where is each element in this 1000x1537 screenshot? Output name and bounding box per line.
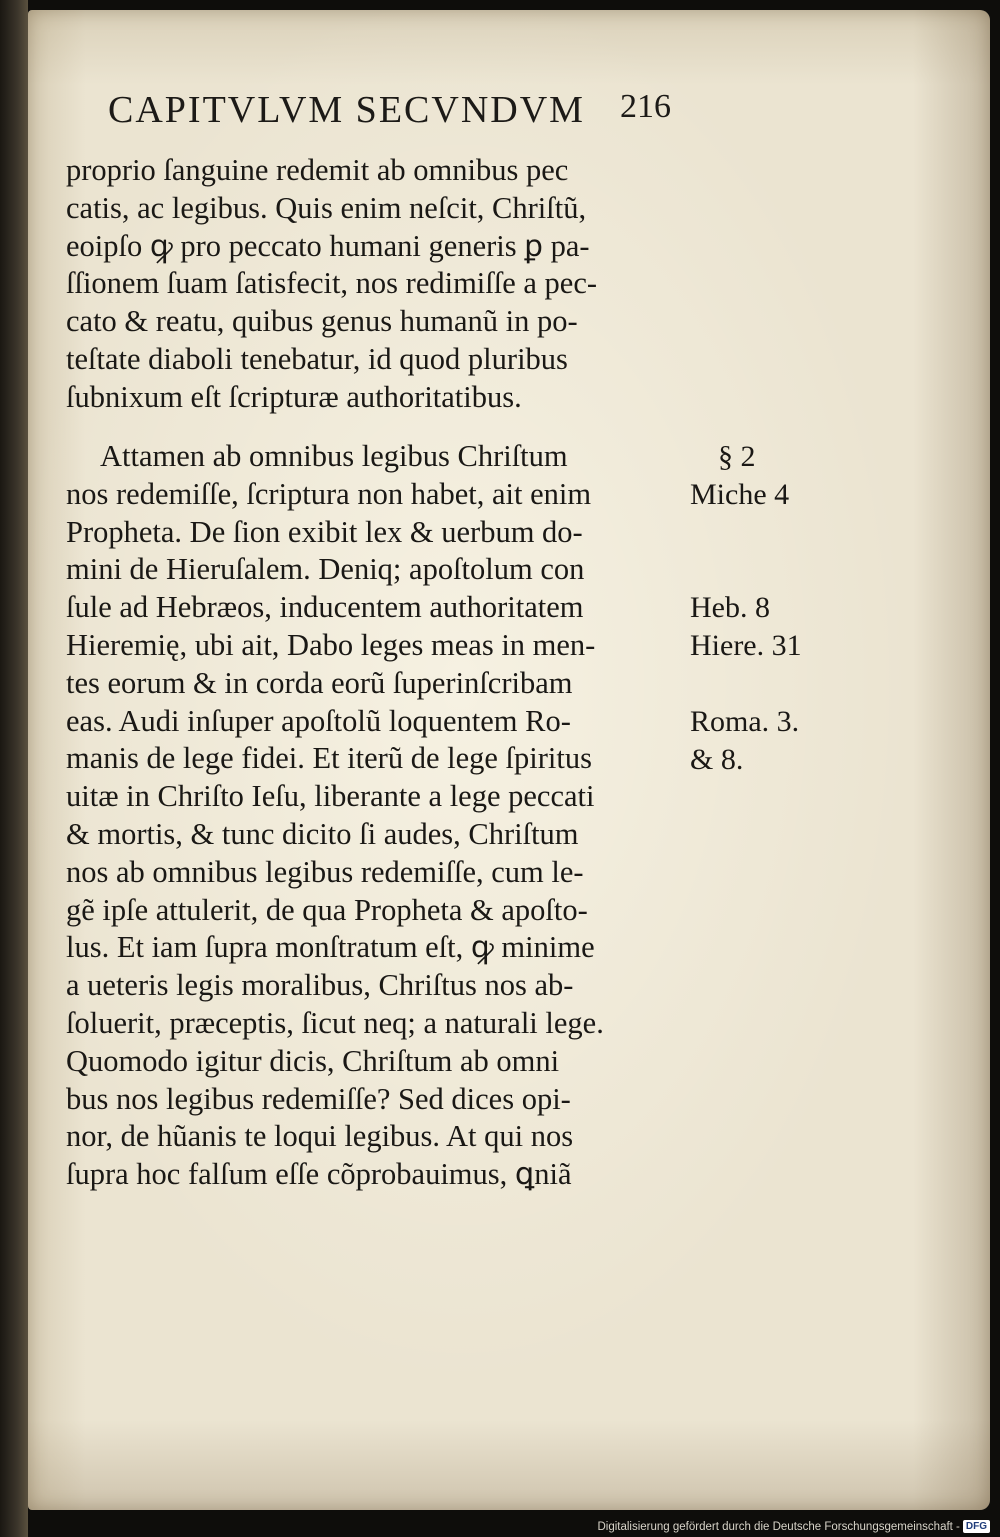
text-line: a ueteris legis moralibus, Chriſtus nos ab- — [66, 968, 574, 1003]
credit-text: Digitalisierung gefördert durch die Deutsche Forschungsgemeinschaft - — [597, 1520, 960, 1533]
text-line: nor, de hũanis te loqui legibus. At qui nos — [66, 1119, 574, 1154]
margin-note-roma-8: & 8. — [690, 743, 744, 776]
text-line: ſoluerit, præceptis, ſicut neq; a naturali lege. — [66, 1005, 604, 1040]
text-line: eoipſo ꝙ pro peccato humani generis ꝑ pa- — [66, 228, 590, 263]
text-line: & mortis, & tunc dicito ſi audes, Chriſtum — [66, 816, 579, 851]
text-line: Propheta. De ſion exibit lex & uerbum do- — [66, 514, 583, 549]
text-line: cato & reatu, quibus genus humanũ in po- — [66, 304, 578, 339]
text-line: Quomodo igitur dicis, Chriſtum ab omni — [66, 1043, 560, 1078]
paragraph-1 — [66, 152, 686, 417]
text-line: ſſionem ſuam ſatisfecit, nos redimiſſe a pec- — [66, 266, 598, 301]
text-line: ſule ad Hebræos, inducentem authoritatem — [66, 590, 584, 625]
text-line: bus nos legibus redemiſſe? Sed dices opi- — [66, 1081, 571, 1116]
text-line: Attamen ab omnibus legibus Chriſtum — [100, 439, 568, 473]
book-spine-edge — [0, 0, 28, 1537]
margin-note-hiere: Hiere. 31 — [690, 629, 802, 662]
text-line: proprio ſanguine redemit ab omnibus pec — [66, 153, 569, 187]
folio-number: 216 — [620, 88, 671, 125]
text-line: mini de Hieruſalem. Deniq; apoſtolum con — [66, 552, 585, 587]
text-line: tes eorum & in corda eorũ ſuperinſcribam — [66, 665, 573, 700]
text-line: lus. Et iam ſupra monſtratum eſt, ꝙ minime — [66, 930, 595, 965]
text-line: eas. Audi inſuper apoſtolũ loquentem Ro- — [66, 703, 571, 738]
running-title: CAPITVLVM SECVNDVM — [108, 89, 585, 131]
text-line: teſtate diaboli tenebatur, id quod pluribus — [66, 341, 568, 376]
text-line: ſubnixum eſt ſcripturæ authoritatibus. — [66, 379, 522, 414]
margin-note-miche: Miche 4 — [690, 478, 790, 511]
margin-note-heb: Heb. 8 — [690, 591, 770, 624]
text-line: nos ab omnibus legibus redemiſſe, cum le- — [66, 854, 584, 889]
margin-note-section: § 2 — [718, 440, 756, 473]
text-line: gẽ ipſe attulerit, de qua Propheta & apoſto- — [66, 892, 588, 927]
text-line: catis, ac legibus. Quis enim neſcit, Chriſtũ, — [66, 190, 587, 225]
text-line: nos redemiſſe, ſcriptura non habet, ait enim — [66, 476, 592, 511]
paragraph-2 — [66, 438, 686, 1194]
running-header — [108, 88, 688, 138]
digitization-credit — [597, 1520, 990, 1533]
text-line: uitæ in Chriſto Ieſu, liberante a lege peccati — [66, 779, 595, 814]
dfg-logo: DFG — [963, 1520, 990, 1533]
text-line: ſupra hoc falſum eſſe cõprobauimus, ꝗniã — [66, 1157, 572, 1192]
text-line: Hieremię, ubi ait, Dabo leges meas in men- — [66, 627, 596, 662]
margin-note-roma: Roma. 3. — [690, 705, 800, 738]
text-line: manis de lege fidei. Et iterũ de lege ſpiritus — [66, 741, 592, 776]
